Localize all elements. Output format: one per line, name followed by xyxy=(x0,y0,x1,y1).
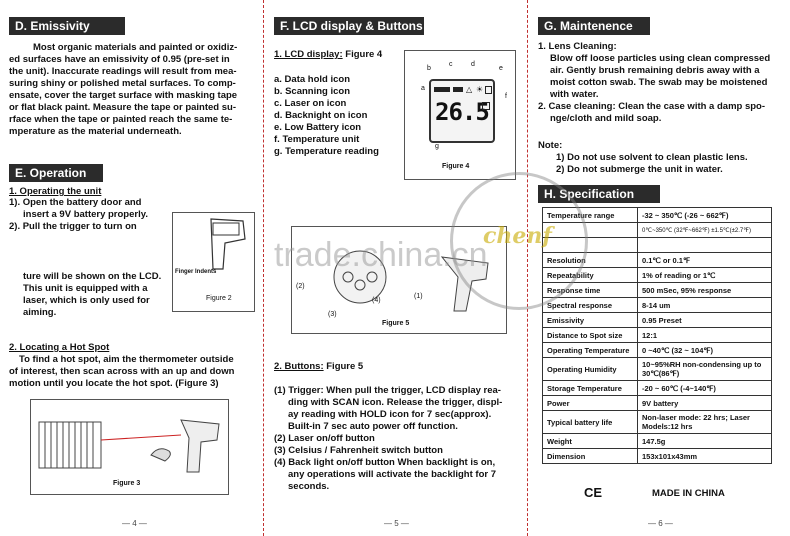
finger-indents-label: Finger Indents xyxy=(175,269,217,275)
spec-value: -20 ~ 60℃ (-4~140℉) xyxy=(638,381,772,396)
buttons-figure-ref: Figure 5 xyxy=(326,361,364,372)
step-line: aiming. xyxy=(23,307,57,318)
spec-value: 8-14 um xyxy=(638,298,772,313)
list-item: a. Data hold icon xyxy=(274,74,351,85)
list-item: g. Temperature reading xyxy=(274,146,379,157)
note-list xyxy=(556,152,748,176)
spec-label: Operating Temperature xyxy=(543,343,638,358)
step-line: This unit is equipped with a xyxy=(23,283,148,294)
operating-steps-continued xyxy=(23,271,173,319)
para-line: Most organic materials and painted or oxidiz- xyxy=(33,42,238,53)
emissivity-header: D. Emissivity xyxy=(9,17,125,35)
spec-value: Non-laser mode: 22 hrs; Laser Models:12 hrs xyxy=(638,411,772,434)
spec-value: 0.1℃ or 0.1℉ xyxy=(638,253,772,268)
table-row xyxy=(543,411,772,434)
specification-header: H. Specification xyxy=(538,185,660,203)
list-item: any operations will activate the backlight for 7 xyxy=(288,469,496,480)
maintenance-text xyxy=(538,41,788,125)
table-row xyxy=(543,343,772,358)
para-line: or flat black paint. Measure the tape or painted su- xyxy=(9,102,236,113)
list-item: (3) Celsius / Fahrenheit switch button xyxy=(274,445,443,456)
spec-label: Spectral response xyxy=(543,298,638,313)
lcd-screen-illustration xyxy=(429,79,495,143)
backlight-icon: ☀ xyxy=(476,85,484,94)
maint-line: 2. Case cleaning: Clean the case with a damp spo- xyxy=(538,101,766,112)
maint-line: nge/cloth and mild soap. xyxy=(550,113,662,124)
spec-label: Operating Humidity xyxy=(543,358,638,381)
list-item: ay reading with HOLD icon for 7 sec(approx). xyxy=(288,409,492,420)
figure-4-caption: Figure 4 xyxy=(442,163,470,170)
spec-value: 500 mSec, 95% response xyxy=(638,283,772,298)
hotspot-line: of interest, then scan across with an up and down xyxy=(9,366,235,377)
hotspot-subheading: 2. Locating a Hot Spot xyxy=(9,342,110,353)
spec-value: 0℃~350℃ (32℉~662℉) ±1.5℃(±2.7℉) xyxy=(638,223,772,238)
lcd-display-title xyxy=(274,49,382,61)
step-line: 2). Pull the trigger to turn on xyxy=(9,221,137,232)
spec-value: 153x101x43mm xyxy=(638,449,772,464)
scan-icon xyxy=(453,87,463,92)
list-item: (1) Trigger: When pull the trigger, LCD display rea- xyxy=(274,385,501,396)
step-line: ture will be shown on the LCD. xyxy=(23,271,162,282)
spec-value: 0.95 Preset xyxy=(638,313,772,328)
lcd-figure-ref: Figure 4 xyxy=(345,49,383,60)
thermometer-grip-illustration xyxy=(173,213,254,273)
callout-1: (1) xyxy=(414,293,423,300)
hold-icon xyxy=(434,87,450,92)
table-row xyxy=(543,283,772,298)
callout-c: c xyxy=(449,61,453,68)
watermark: trade.china.cn xyxy=(274,236,488,274)
lcd-temperature-reading: 26.5 xyxy=(435,98,489,126)
hotspot-paragraph xyxy=(9,354,263,390)
buttons-list xyxy=(274,385,526,493)
buttons-title xyxy=(274,361,363,373)
maint-line: with water. xyxy=(550,89,599,100)
spec-label: Response time xyxy=(543,283,638,298)
spec-value: -32 ~ 350℃ (-26 ~ 662℉) xyxy=(638,208,772,223)
operating-subheading: 1. Operating the unit xyxy=(9,186,102,197)
spec-label: Temperature range xyxy=(543,208,638,223)
hotspot-line: motion until you locate the hot spot. (Figure 3) xyxy=(9,378,219,389)
para-line: rface when the tape or painted reach the same te- xyxy=(9,114,233,125)
spec-value: 1% of reading or 1℃ xyxy=(638,268,772,283)
battery-icon xyxy=(485,86,492,94)
maint-line: 1. Lens Cleaning: xyxy=(538,41,617,52)
spec-label: Distance to Spot size xyxy=(543,328,638,343)
spec-label: Storage Temperature xyxy=(543,381,638,396)
spec-label: Typical battery life xyxy=(543,411,638,434)
spec-label: Dimension xyxy=(543,449,638,464)
table-row xyxy=(543,328,772,343)
maint-line: moist cotton swab. The swab may be moistened xyxy=(550,77,768,88)
table-row xyxy=(543,358,772,381)
spec-label: Repeatability xyxy=(543,268,638,283)
para-line: ensate, cover the target surface with masking tape xyxy=(9,90,238,101)
note-item: 2) Do not submerge the unit in water. xyxy=(556,164,723,175)
temperature-unit-icon xyxy=(482,102,490,110)
lcd-item-list xyxy=(274,74,379,158)
list-item: b. Scanning icon xyxy=(274,86,351,97)
lcd-title-text: 1. LCD display: xyxy=(274,49,343,60)
spec-value: 10~95%RH non-condensing up to 30℃(86℉) xyxy=(638,358,772,381)
figure-3-box xyxy=(30,399,229,495)
hotspot-line: To find a hot spot, aim the thermometer outside xyxy=(19,354,234,365)
radiator-scan-illustration xyxy=(31,400,228,480)
figure-5-caption: Figure 5 xyxy=(382,320,410,327)
spec-value: 147.5g xyxy=(638,434,772,449)
callout-e: e xyxy=(499,65,503,72)
table-row xyxy=(543,434,772,449)
list-item: (4) Back light on/off button When backlight is on, xyxy=(274,457,496,468)
step-line: laser, which is only used for xyxy=(23,295,150,306)
table-row xyxy=(543,313,772,328)
note-title: Note: xyxy=(538,140,563,151)
list-item: (2) Laser on/off button xyxy=(274,433,375,444)
spec-label: Emissivity xyxy=(543,313,638,328)
maintenance-header: G. Maintenence xyxy=(538,17,650,35)
list-item: e. Low Battery icon xyxy=(274,122,362,133)
operating-steps xyxy=(9,197,169,233)
para-line: the unit). Inaccurate readings will result from mea- xyxy=(9,66,237,77)
step-line: insert a 9V battery properly. xyxy=(23,209,148,220)
figure-2-caption: Figure 2 xyxy=(206,295,232,302)
ce-mark: CE xyxy=(584,485,603,500)
spec-value: 12:1 xyxy=(638,328,772,343)
list-item: Built-in 7 sec auto power off function. xyxy=(288,421,458,432)
spec-label: Resolution xyxy=(543,253,638,268)
page-4-column xyxy=(0,0,263,536)
spec-value: 9V battery xyxy=(638,396,772,411)
table-row xyxy=(543,298,772,313)
page-number-6: — 6 — xyxy=(648,519,673,528)
callout-d: d xyxy=(471,61,475,68)
lcd-buttons-header: F. LCD display & Buttons xyxy=(274,17,424,35)
figure-3-caption: Figure 3 xyxy=(113,480,141,487)
callout-4: (4) xyxy=(372,297,381,304)
list-item: seconds. xyxy=(288,481,330,492)
made-in-china: MADE IN CHINA xyxy=(652,488,725,499)
spec-value xyxy=(638,238,772,253)
maint-line: air. Gently brush remaining debris away with a xyxy=(550,65,760,76)
para-line: ed surfaces have an emissivity of 0.95 (pre-set in xyxy=(9,54,230,65)
callout-g: g xyxy=(435,143,439,150)
callout-2: (2) xyxy=(296,283,305,290)
callout-f: f xyxy=(505,93,507,100)
maint-line: Blow off loose particles using clean compressed xyxy=(550,53,771,64)
list-item: c. Laser on icon xyxy=(274,98,347,109)
note-item: 1) Do not use solvent to clean plastic lens. xyxy=(556,152,748,163)
operation-header: E. Operation xyxy=(9,164,103,182)
list-item: d. Backnight on icon xyxy=(274,110,368,121)
spec-label: Weight xyxy=(543,434,638,449)
para-line: suring shiny or polished metal surfaces. To comp- xyxy=(9,78,236,89)
spec-value: 0 ~40℃ (32 ~ 104℉) xyxy=(638,343,772,358)
table-row xyxy=(543,449,772,464)
table-row xyxy=(543,396,772,411)
figure-4-box xyxy=(404,50,516,180)
step-line: 1). Open the battery door and xyxy=(9,197,142,208)
buttons-title-text: 2. Buttons: xyxy=(274,361,324,372)
page-number-4: — 4 — xyxy=(122,519,147,528)
callout-b: b xyxy=(427,65,431,72)
page-number-5: — 5 — xyxy=(384,519,409,528)
stamp-logo-text: chenf xyxy=(483,223,552,249)
para-line: mperature as the material underneath. xyxy=(9,126,182,137)
callout-a: a xyxy=(421,85,425,92)
list-item: ding with SCAN icon. Release the trigger, displ- xyxy=(288,397,503,408)
laser-icon: △ xyxy=(466,85,473,94)
table-row xyxy=(543,381,772,396)
figure-2-box xyxy=(172,212,255,312)
callout-3: (3) xyxy=(328,311,337,318)
list-item: f. Temperature unit xyxy=(274,134,360,145)
emissivity-paragraph xyxy=(9,42,259,138)
spec-label: Power xyxy=(543,396,638,411)
